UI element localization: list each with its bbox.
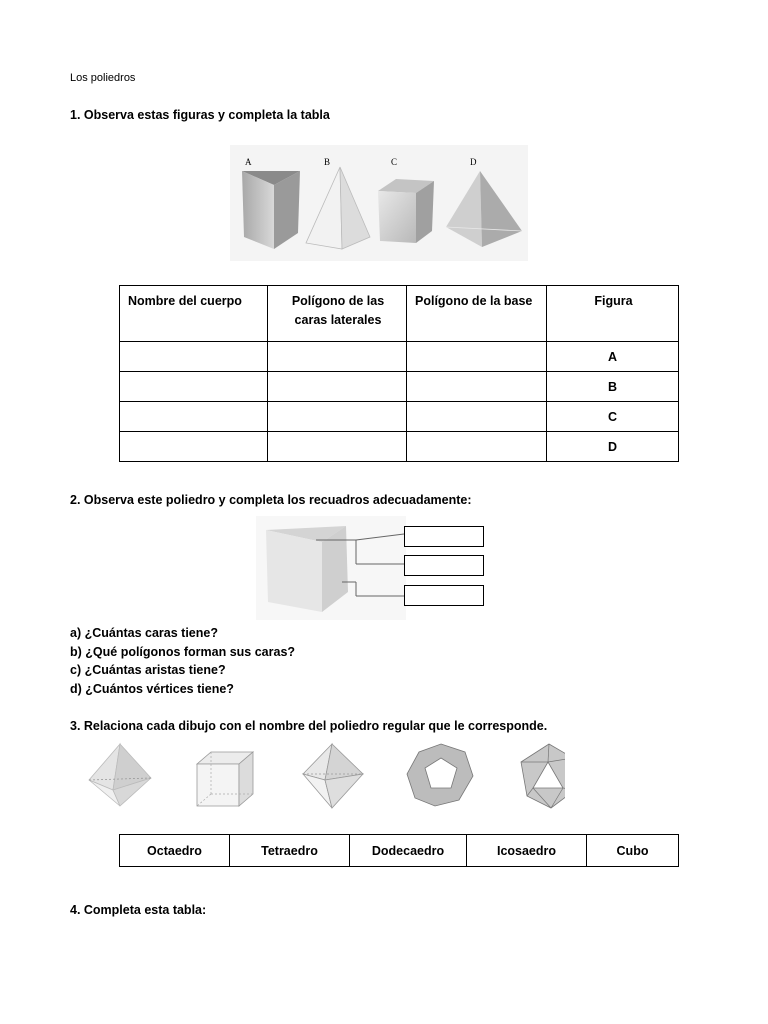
base-polygon-cell-c[interactable] xyxy=(407,402,547,432)
figure-label-b: B xyxy=(324,157,331,167)
body-name-cell-c[interactable] xyxy=(120,402,268,432)
figure-cell-c: C xyxy=(547,402,679,432)
polyhedron-figure-1 xyxy=(89,744,151,806)
body-name-cell-a[interactable] xyxy=(120,342,268,372)
table-row xyxy=(120,402,679,432)
name-tetraedro[interactable]: Tetraedro xyxy=(230,835,350,867)
polyhedra-names-table xyxy=(119,834,679,867)
name-icosaedro[interactable]: Icosaedro xyxy=(467,835,587,867)
cube-figure xyxy=(378,179,434,243)
question-2a: a) ¿Cuántas caras tiene? xyxy=(70,626,218,640)
solids-illustration xyxy=(230,145,528,261)
question-2c: c) ¿Cuántas aristas tiene? xyxy=(70,663,226,677)
header-figure: Figura xyxy=(547,286,679,342)
triangular-prism-figure xyxy=(242,171,300,249)
table-row xyxy=(120,432,679,462)
table-row xyxy=(120,342,679,372)
figure-cell-b: B xyxy=(547,372,679,402)
figure-cell-d: D xyxy=(547,432,679,462)
body-name-cell-b[interactable] xyxy=(120,372,268,402)
body-name-cell-d[interactable] xyxy=(120,432,268,462)
question-4-prompt: 4. Completa esta tabla: xyxy=(70,903,207,917)
polyhedron-figure-5 xyxy=(521,744,565,808)
regular-polyhedra-illustration xyxy=(85,740,565,812)
polyhedron-figure-3 xyxy=(303,744,363,808)
answer-box-bottom[interactable] xyxy=(404,585,484,606)
question-2b: b) ¿Qué polígonos forman sus caras? xyxy=(70,645,296,659)
base-polygon-cell-b[interactable] xyxy=(407,372,547,402)
name-octaedro[interactable]: Octaedro xyxy=(120,835,230,867)
lateral-faces-cell-c[interactable] xyxy=(268,402,407,432)
table-row xyxy=(120,835,679,867)
solids-table xyxy=(119,285,679,462)
base-polygon-cell-a[interactable] xyxy=(407,342,547,372)
name-dodecaedro[interactable]: Dodecaedro xyxy=(350,835,467,867)
question-2-prompt: 2. Observa este poliedro y completa los recuadros adecuadamente: xyxy=(70,493,472,507)
square-pyramid-figure xyxy=(306,167,370,249)
polyhedron-figure-4 xyxy=(407,744,473,806)
answer-box-top[interactable] xyxy=(404,526,484,547)
prism-diagram xyxy=(256,516,488,620)
answer-box-middle[interactable] xyxy=(404,555,484,576)
table-row xyxy=(120,372,679,402)
lateral-faces-cell-d[interactable] xyxy=(268,432,407,462)
figure-label-c: C xyxy=(391,157,398,167)
figure-label-d: D xyxy=(470,157,477,167)
lateral-faces-cell-b[interactable] xyxy=(268,372,407,402)
figure-cell-a: A xyxy=(547,342,679,372)
figure-label-a: A xyxy=(245,157,252,167)
solids-figure-panel xyxy=(230,145,528,261)
polyhedron-figure-2 xyxy=(197,752,253,806)
question-3-prompt: 3. Relaciona cada dibujo con el nombre del poliedro regular que le corresponde. xyxy=(70,719,548,733)
question-1-prompt: 1. Observa estas figuras y completa la tabla xyxy=(70,108,330,122)
solids-table-header xyxy=(120,286,679,342)
lateral-faces-cell-a[interactable] xyxy=(268,342,407,372)
header-base-polygon: Polígono de la base xyxy=(407,286,547,342)
base-polygon-cell-d[interactable] xyxy=(407,432,547,462)
name-cubo[interactable]: Cubo xyxy=(587,835,679,867)
tetrahedron-figure xyxy=(446,171,522,247)
header-body-name: Nombre del cuerpo xyxy=(120,286,268,342)
question-2d: d) ¿Cuántos vértices tiene? xyxy=(70,682,234,696)
document-title: Los poliedros xyxy=(70,72,136,84)
header-lateral-faces: Polígono de las caras laterales xyxy=(268,286,407,342)
